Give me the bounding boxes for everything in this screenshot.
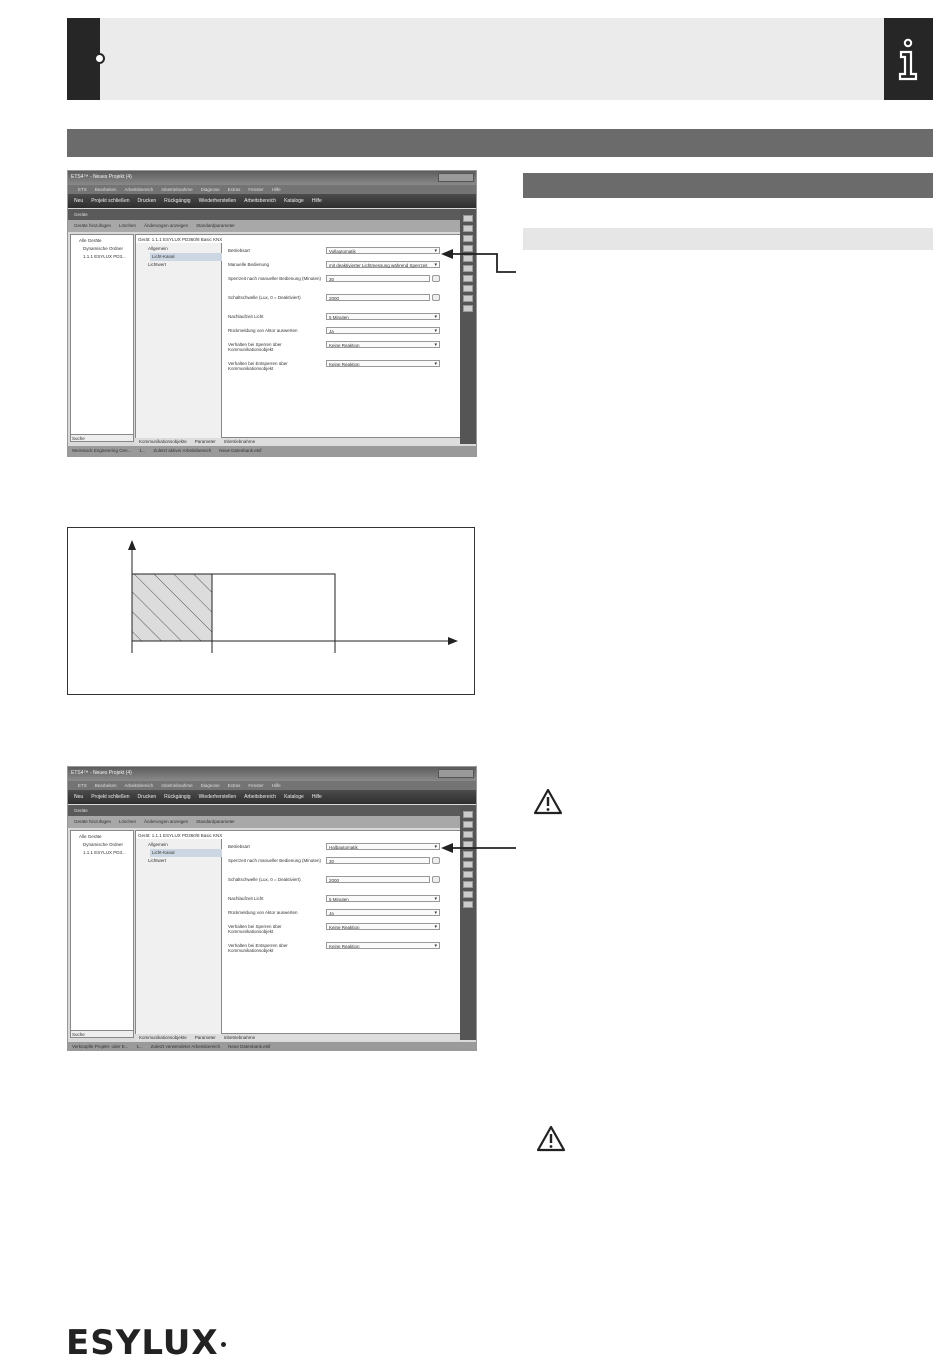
param-row (228, 313, 456, 322)
right-subheading-bar (523, 228, 933, 250)
list-item[interactable]: Löschen (119, 819, 137, 824)
dock-button[interactable] (463, 871, 473, 878)
dock-button[interactable] (463, 891, 473, 898)
spin-button[interactable] (432, 275, 440, 282)
list-item[interactable]: ETS (78, 187, 87, 192)
list-item[interactable]: Inbetriebnahme (161, 187, 193, 192)
dock-button[interactable] (463, 821, 473, 828)
param-dropdown[interactable]: Keine Reaktion ▾ (326, 942, 440, 949)
param-row (228, 942, 456, 951)
esylux-logo (66, 1323, 226, 1363)
list-item[interactable]: Rückgängig (164, 794, 191, 800)
window-controls[interactable] (438, 769, 474, 778)
list-item[interactable]: Zuletzt verwendeter Arbeitsbereich (150, 1044, 221, 1049)
param-input[interactable]: 30 (326, 857, 430, 864)
param-dropdown[interactable]: 5 Minuten ▾ (326, 313, 440, 320)
dock-button[interactable] (463, 881, 473, 888)
param-nav-item[interactable]: Lichtwert (148, 858, 167, 863)
warning-icon (536, 1125, 566, 1152)
window-title: ETS4™ - Neues Projekt (4) (68, 767, 476, 781)
param-row (228, 857, 456, 866)
list-item[interactable]: Neu (74, 794, 84, 800)
list-item[interactable]: Neu (74, 198, 84, 204)
param-nav-item[interactable]: Allgemein (148, 246, 168, 251)
param-label: Verhalten bei Entsperren über Kommunikationsobjekt (228, 943, 288, 953)
param-row (228, 843, 456, 852)
list-item[interactable]: Diagnose (200, 187, 220, 192)
tree-item[interactable]: Alle Geräte (79, 238, 102, 243)
list-item[interactable]: Änderungen anzeigen (144, 819, 189, 824)
device-toolbar (68, 816, 461, 828)
dock-button[interactable] (463, 901, 473, 908)
tree-item[interactable]: Alle Geräte (79, 834, 102, 839)
param-label: Rückmeldung von Aktor auswerten (228, 328, 298, 333)
param-row (228, 275, 456, 284)
param-row (228, 327, 456, 336)
info-icon (884, 36, 933, 82)
param-label: Nachlaufzeit Licht (228, 314, 264, 319)
list-item[interactable]: Geräte hinzufügen (74, 819, 112, 824)
list-item[interactable]: Inbetriebnahme (161, 783, 193, 788)
list-item[interactable]: Kommunikationsobjekte (139, 1035, 187, 1040)
ets-screenshot-2 (67, 766, 477, 1051)
dock-button[interactable] (463, 305, 473, 312)
list-item[interactable]: Parameter (194, 1035, 216, 1040)
param-label: Betriebsart (228, 248, 250, 253)
param-label: Verhalten bei Sperren über Kommunikationsobjekt (228, 342, 282, 352)
device-panel (135, 234, 461, 438)
bottom-tabs (135, 438, 461, 445)
right-dock (460, 209, 476, 444)
param-row (228, 360, 456, 369)
list-item[interactable]: Arbeitsbereich (124, 187, 154, 192)
list-item[interactable]: Drucken (137, 794, 157, 800)
param-list (226, 841, 458, 1031)
right-heading-bar (523, 173, 933, 198)
list-item[interactable]: Wiederherstellen (198, 794, 237, 800)
param-row (228, 247, 456, 256)
dock-button[interactable] (463, 285, 473, 292)
menu-bar (68, 185, 476, 194)
param-label: Rückmeldung von Aktor auswerten (228, 910, 298, 915)
list-item[interactable]: Neue Datenbank.etsf (228, 1044, 271, 1049)
list-item[interactable]: Diagnose (200, 783, 220, 788)
panel-title: Geräte (68, 805, 476, 816)
tree-search[interactable]: Suche (70, 1030, 134, 1038)
list-item[interactable]: Extras (227, 187, 241, 192)
status-bar (68, 1042, 476, 1051)
list-item[interactable]: Wiederherstellen (198, 198, 237, 204)
list-item[interactable]: Änderungen anzeigen (144, 223, 189, 228)
list-item[interactable]: Inbetriebnahme (223, 439, 256, 444)
device-tree (70, 234, 134, 440)
param-nav (136, 243, 222, 439)
param-label: Schaltschwelle (Lux, 0 = Deaktiviert) (228, 877, 301, 882)
list-item[interactable]: Neue Datenbank.etsf (219, 448, 262, 453)
dock-button[interactable] (463, 811, 473, 818)
list-item[interactable]: Arbeitsbereich (124, 783, 154, 788)
param-nav-item[interactable]: Licht-Kanal (150, 253, 222, 261)
param-label: Verhalten bei Sperren über Kommunikationsobjekt (228, 924, 282, 934)
spin-button[interactable] (432, 857, 440, 864)
bottom-tabs (135, 1034, 461, 1041)
list-item[interactable]: Hilfe (271, 187, 281, 192)
list-item[interactable]: Drucken (137, 198, 157, 204)
window-title: ETS4™ - Neues Projekt (4) (68, 171, 476, 185)
list-item[interactable]: Löschen (119, 223, 137, 228)
window-controls[interactable] (438, 173, 474, 182)
param-dropdown[interactable]: Keine Reaktion ▾ (326, 360, 440, 367)
list-item[interactable]: Hilfe (311, 794, 322, 800)
callout-arrow-2 (438, 840, 518, 856)
timing-diagram (67, 527, 475, 695)
dock-button[interactable] (463, 215, 473, 222)
list-item[interactable]: Parameter (194, 439, 216, 444)
list-item[interactable]: 1... (139, 448, 146, 453)
ets-screenshot-1 (67, 170, 477, 457)
spin-button[interactable] (432, 876, 440, 883)
param-dropdown[interactable]: Keine Reaktion ▾ (326, 923, 440, 930)
param-list (226, 245, 458, 435)
main-toolbar (68, 194, 476, 208)
list-item[interactable]: Standardparameter (196, 223, 235, 228)
list-item[interactable]: Inbetriebnahme (223, 1035, 256, 1040)
device-title: Gerät: 1.1.1 ESYLUX PD360/8 Basic KNX (138, 833, 223, 838)
param-dropdown[interactable]: Vollautomatik ▾ (326, 247, 440, 254)
param-label: Sperrzeit nach manueller Bedienung (Minuten) (228, 858, 322, 863)
list-item[interactable]: Arbeitsbereich (244, 198, 277, 204)
param-row (228, 909, 456, 918)
list-item[interactable]: Weinstock Engineering Cen... (72, 448, 132, 453)
param-dropdown[interactable]: Ja ▾ (326, 909, 440, 916)
list-item[interactable]: Fenster (248, 783, 264, 788)
list-item[interactable]: Hilfe (271, 783, 281, 788)
param-row (228, 876, 456, 885)
list-item[interactable]: Kommunikationsobjekte (139, 439, 187, 444)
main-toolbar (68, 790, 476, 804)
list-item[interactable]: Extras (227, 783, 241, 788)
logo-text: ESYLUX (66, 1323, 219, 1363)
list-item[interactable]: Verknüpfte Projekt- oder E... (72, 1044, 129, 1049)
menu-bar (68, 781, 476, 790)
param-nav (136, 839, 222, 1035)
tree-item[interactable]: 1.1.1 ESYLUX PD3... (83, 254, 126, 259)
list-item[interactable]: Kataloge (284, 198, 304, 204)
list-item[interactable]: Kataloge (284, 794, 304, 800)
device-tree (70, 830, 134, 1036)
list-item[interactable]: ETS (78, 783, 87, 788)
param-label: Schaltschwelle (Lux, 0 = Deaktiviert) (228, 295, 301, 300)
device-panel (135, 830, 461, 1034)
tree-search[interactable]: Suche (70, 434, 134, 442)
param-dropdown[interactable]: Halbautomatik ▾ (326, 843, 440, 850)
param-row (228, 341, 456, 350)
status-bar (68, 446, 476, 456)
param-label: Nachlaufzeit Licht (228, 896, 264, 901)
list-item[interactable]: Zuletzt aktiver Arbeitsbereich (153, 448, 212, 453)
tree-item[interactable]: Dynamische Ordner (83, 246, 124, 251)
param-dropdown[interactable]: mit deaktivierter Lichtmessung während Sperrzeit ▾ (326, 261, 440, 268)
param-dropdown[interactable]: 5 Minuten ▾ (326, 895, 440, 902)
param-row (228, 261, 456, 270)
param-input[interactable]: 2000 (326, 876, 430, 883)
param-dropdown[interactable]: Keine Reaktion ▾ (326, 341, 440, 348)
device-title: Gerät: 1.1.1 ESYLUX PD360/8 Basic KNX (138, 237, 223, 242)
logo-dot (221, 1342, 226, 1347)
header-bullet (94, 53, 105, 64)
section-heading-bar (67, 129, 933, 157)
param-nav-item[interactable]: Allgemein (148, 842, 168, 847)
tree-item[interactable]: 1.1.1 ESYLUX PD3... (83, 850, 126, 855)
device-toolbar (68, 220, 461, 232)
list-item[interactable]: 1... (136, 1044, 143, 1049)
list-item[interactable]: Geräte hinzufügen (74, 223, 112, 228)
list-item[interactable]: Bearbeiten (94, 783, 117, 788)
dock-button[interactable] (463, 235, 473, 242)
param-row (228, 923, 456, 932)
list-item[interactable]: Bearbeiten (94, 187, 117, 192)
dock-button[interactable] (463, 861, 473, 868)
list-item[interactable]: Arbeitsbereich (244, 794, 277, 800)
spin-button[interactable] (432, 294, 440, 301)
warning-icon (533, 788, 563, 815)
dock-button[interactable] (463, 295, 473, 302)
list-item[interactable]: Hilfe (311, 198, 322, 204)
param-label: Sperrzeit nach manueller Bedienung (Minuten) (228, 276, 322, 281)
list-item[interactable]: Projekt schließen (91, 198, 130, 204)
list-item[interactable]: Fenster (248, 187, 264, 192)
param-nav-item[interactable]: Lichtwert (148, 262, 167, 267)
header-band (67, 18, 933, 100)
param-dropdown[interactable]: Ja ▾ (326, 327, 440, 334)
param-nav-item[interactable]: Licht-Kanal (150, 849, 222, 857)
param-label: Verhalten bei Entsperren über Kommunikationsobjekt (228, 361, 288, 371)
dock-button[interactable] (463, 275, 473, 282)
dock-button[interactable] (463, 831, 473, 838)
param-input[interactable]: 2000 (326, 294, 430, 301)
param-row (228, 895, 456, 904)
tree-item[interactable]: Dynamische Ordner (83, 842, 124, 847)
list-item[interactable]: Standardparameter (196, 819, 235, 824)
param-input[interactable]: 30 (326, 275, 430, 282)
callout-arrow-1 (438, 246, 518, 276)
list-item[interactable]: Rückgängig (164, 198, 191, 204)
dock-button[interactable] (463, 225, 473, 232)
param-label: Betriebsart (228, 844, 250, 849)
param-row (228, 294, 456, 303)
param-label: Manuelle Bedienung (228, 262, 270, 267)
panel-title: Geräte (68, 209, 476, 220)
list-item[interactable]: Projekt schließen (91, 794, 130, 800)
